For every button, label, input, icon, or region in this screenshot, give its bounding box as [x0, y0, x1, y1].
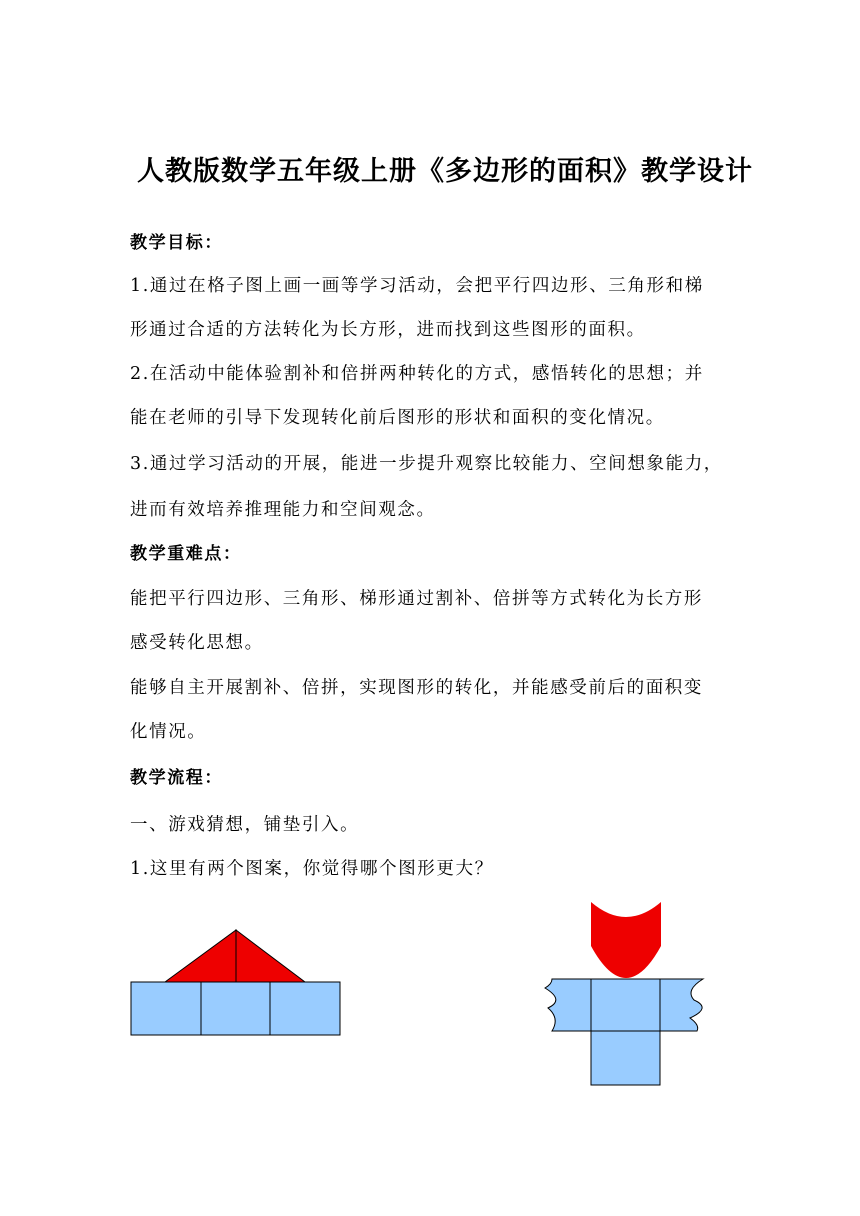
section-heading-process: 教学流程：: [130, 768, 223, 788]
text-line: 化情况。: [130, 722, 207, 742]
section-heading-key-points: 教学重难点：: [130, 544, 242, 564]
red-cap-shape: [591, 902, 661, 978]
text-line: 3.通过学习活动的开展，能进一步提升观察比较能力、空间想象能力，: [130, 454, 723, 474]
text-line: 一、游戏猜想，铺垫引入。: [130, 815, 360, 835]
text-line: 能把平行四边形、三角形、梯形通过割补、倍拼等方式转化为长方形: [130, 589, 703, 609]
text-line: 能在老师的引导下发现转化前后图形的形状和面积的变化情况。: [130, 408, 665, 428]
blue-square: [591, 1031, 660, 1085]
red-triangle-right: [236, 930, 305, 982]
left-figure: [131, 930, 340, 1035]
blue-square: [591, 979, 660, 1031]
text-line: 2.在活动中能体验割补和倍拼两种转化的方式，感悟转化的思想；并: [130, 364, 704, 384]
text-line: 感受转化思想。: [130, 633, 264, 653]
text-line: 能够自主开展割补、倍拼，实现图形的转化，并能感受前后的面积变: [130, 678, 703, 698]
text-line: 1.通过在格子图上画一画等学习活动，会把平行四边形、三角形和梯: [130, 276, 704, 296]
blue-square: [270, 982, 340, 1035]
right-figure: [545, 902, 703, 1085]
text-line: 进而有效培养推理能力和空间观念。: [130, 500, 436, 520]
text-line: 1.这里有两个图案，你觉得哪个图形更大？: [130, 859, 494, 879]
wavy-right-piece: [660, 979, 703, 1031]
red-triangle-left: [165, 930, 236, 982]
blue-square: [201, 982, 270, 1035]
page-title: 人教版数学五年级上册《多边形的面积》教学设计: [137, 156, 753, 187]
wavy-left-piece: [545, 979, 591, 1031]
text-line: 形通过合适的方法转化为长方形，进而找到这些图形的面积。: [130, 320, 646, 340]
section-heading-objectives: 教学目标：: [130, 233, 223, 253]
blue-square: [131, 982, 201, 1035]
